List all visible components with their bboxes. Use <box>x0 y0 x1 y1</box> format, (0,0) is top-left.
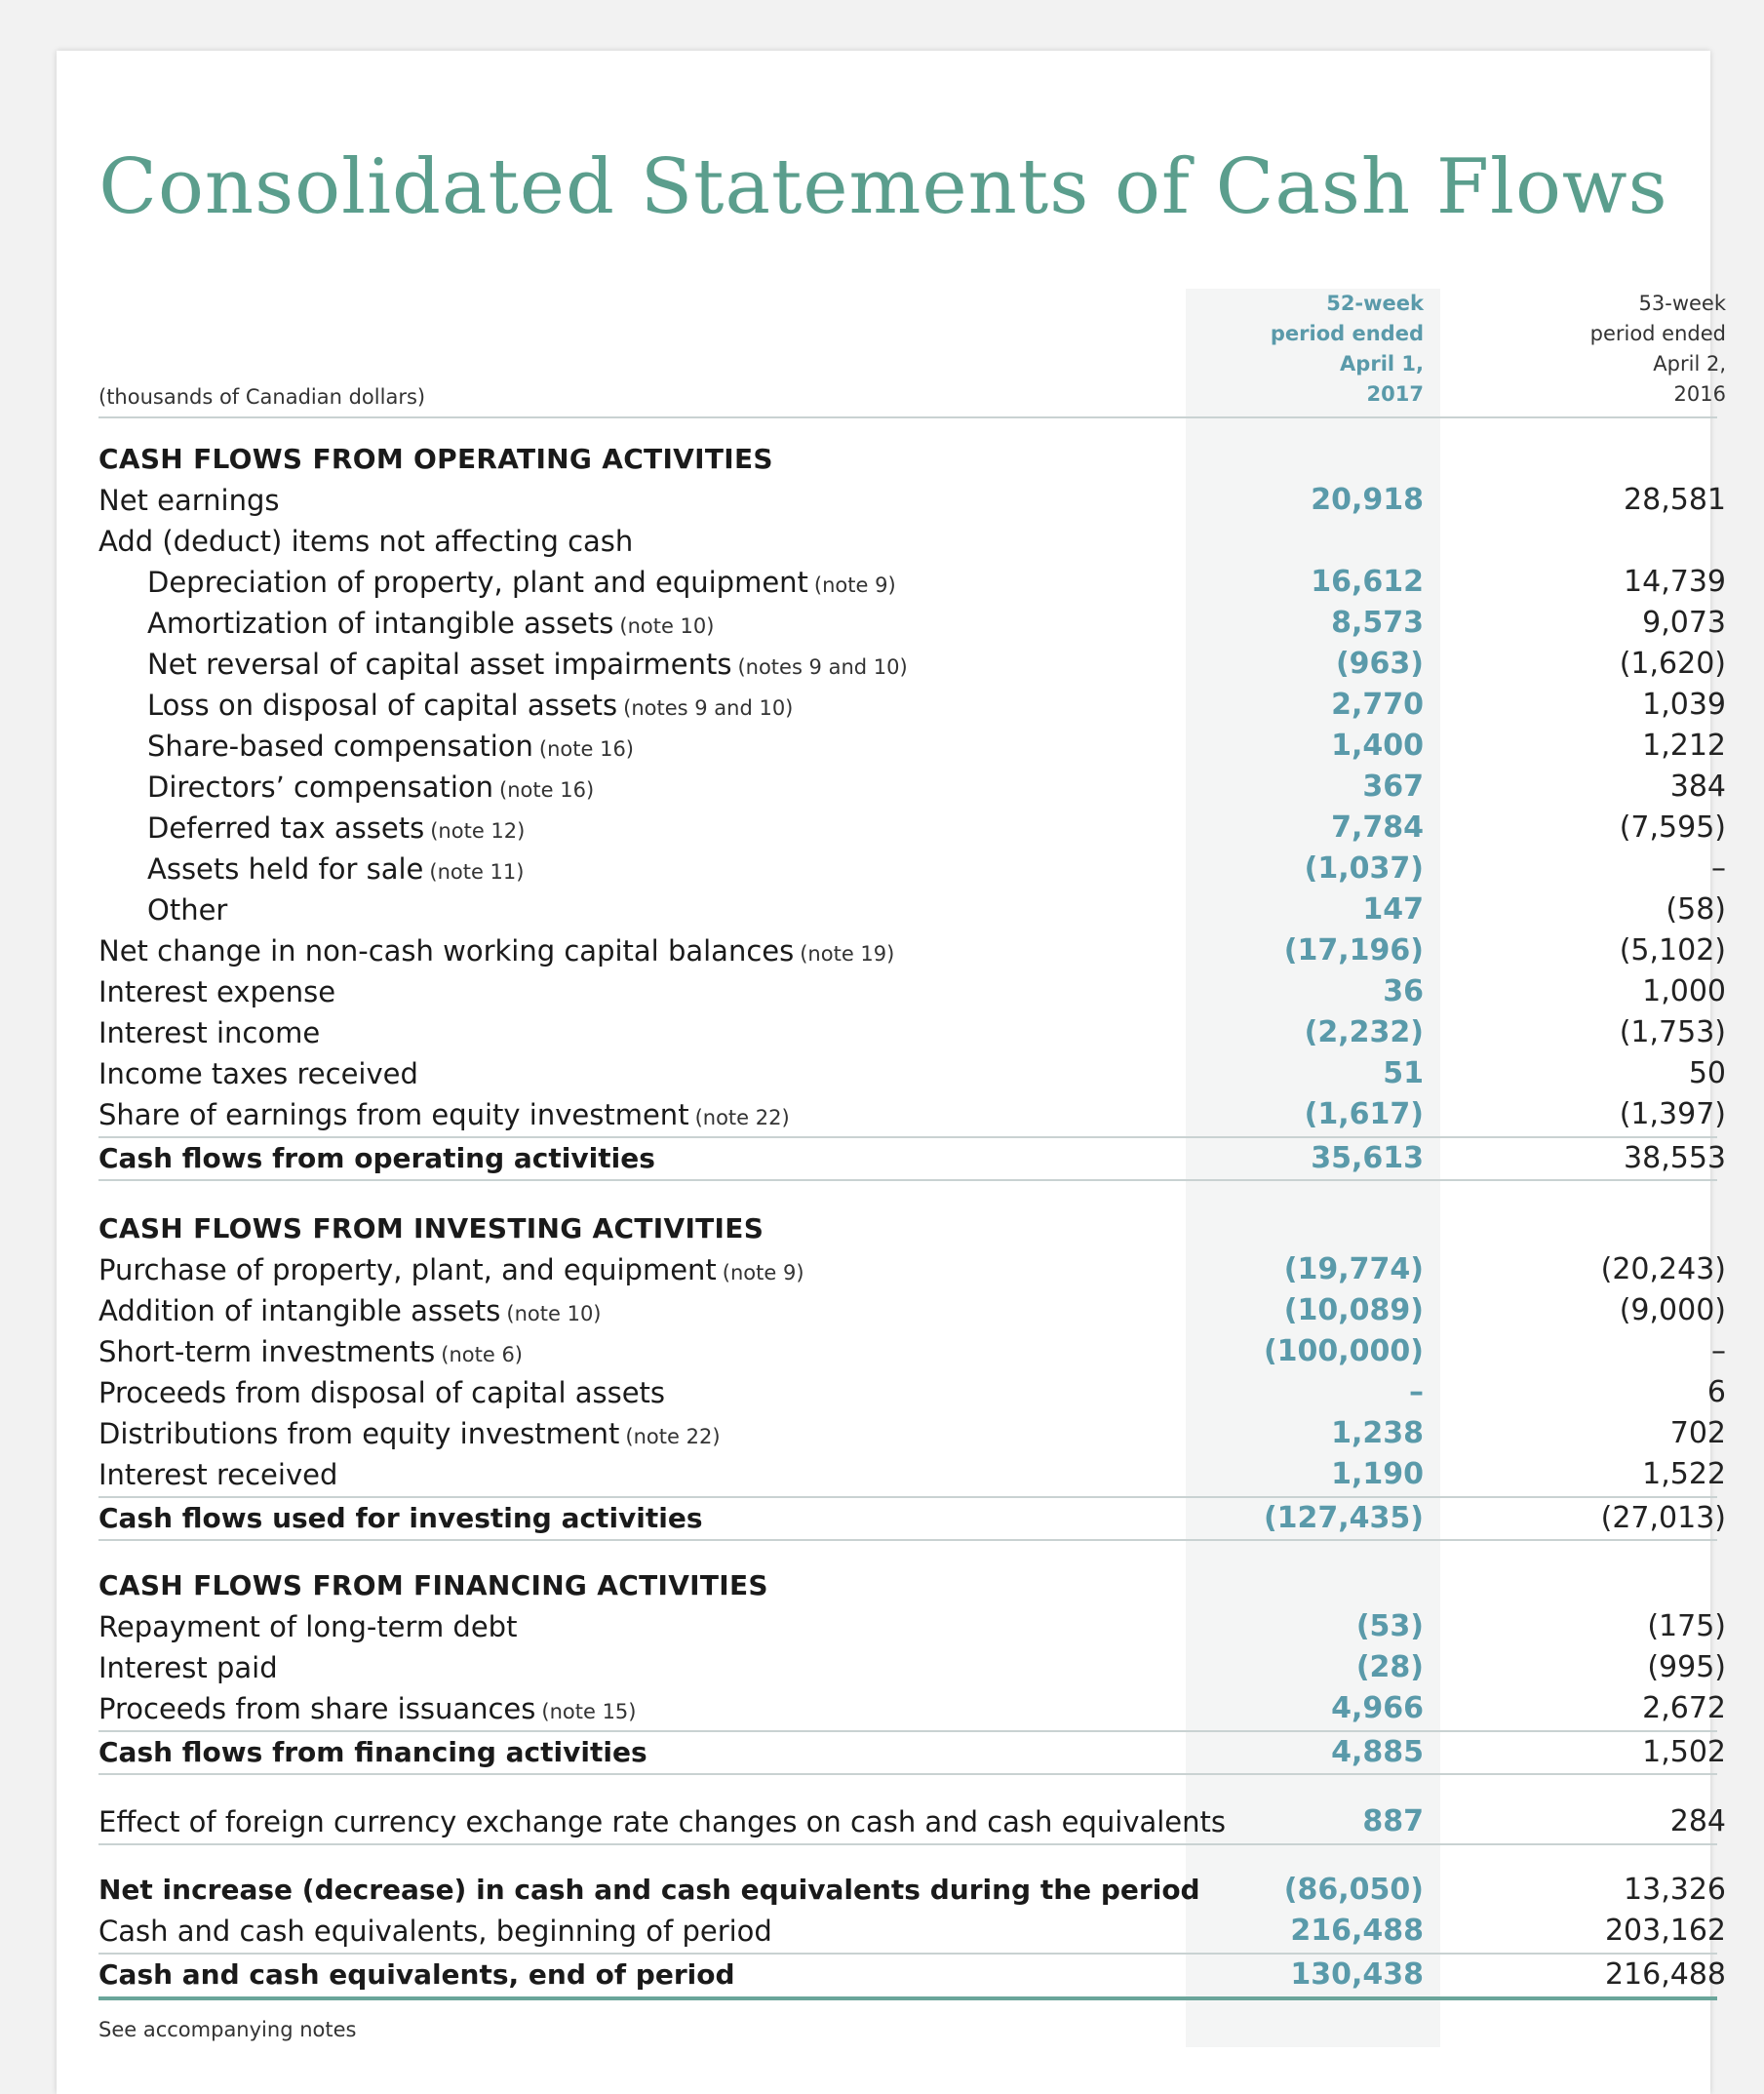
total-rule <box>98 1539 1717 1541</box>
table-row: Net reversal of capital asset impairments (notes 9 and 10) (963) (1,620) <box>147 647 1726 681</box>
net-change-row: Net increase (decrease) in cash and cash equivalents during the period (86,050) 13,326 <box>98 1873 1726 1907</box>
table-row: Interest paid (28) (995) <box>98 1650 1726 1684</box>
table-row: Interest expense 36 1,000 <box>98 974 1726 1008</box>
table-row: Purchase of property, plant, and equipment (note 9) (19,774) (20,243) <box>98 1252 1726 1286</box>
units-label: (thousands of Canadian dollars) <box>98 385 426 409</box>
ending-balance-row: Cash and cash equivalents, end of period 130,438 216,488 <box>98 1957 1726 1992</box>
table-row: Other 147 (58) <box>147 892 1726 927</box>
statement-page <box>57 51 1726 2094</box>
table-row: Income taxes received 51 50 <box>98 1056 1726 1090</box>
footnote: See accompanying notes <box>98 2018 357 2041</box>
table-row: Deferred tax assets (note 12) 7,784 (7,595) <box>147 810 1726 845</box>
fx-effect-row: Effect of foreign currency exchange rate changes on cash and cash equivalents 887 284 <box>98 1804 1726 1838</box>
beginning-balance-row: Cash and cash equivalents, beginning of period 216,488 203,162 <box>98 1914 1726 1948</box>
section-heading-investing: CASH FLOWS FROM INVESTING ACTIVITIES <box>98 1212 764 1245</box>
table-row: Repayment of long-term debt (53) (175) <box>98 1609 1726 1643</box>
table-row: Proceeds from disposal of capital assets – 6 <box>98 1375 1726 1409</box>
table-row: Interest income (2,232) (1,753) <box>98 1015 1726 1049</box>
table-row: Net earnings 20,918 28,581 <box>98 483 1726 517</box>
section-heading-operating: CASH FLOWS FROM OPERATING ACTIVITIES <box>98 443 773 475</box>
table-row: Depreciation of property, plant and equipment (note 9) 16,612 14,739 <box>147 565 1726 599</box>
table-row: Loss on disposal of capital assets (notes 9 and 10) 2,770 1,039 <box>147 688 1726 722</box>
header-divider <box>98 416 1717 418</box>
section-heading-financing: CASH FLOWS FROM FINANCING ACTIVITIES <box>98 1569 768 1601</box>
final-total-rule <box>98 1996 1717 2000</box>
table-row: Interest received 1,190 1,522 <box>98 1457 1726 1491</box>
table-row: Distributions from equity investment (note 22) 1,238 702 <box>98 1416 1726 1450</box>
page-title: Consolidated Statements of Cash Flows <box>98 143 1668 231</box>
table-row: Net change in non-cash working capital balances (note 19) (17,196) (5,102) <box>98 933 1726 968</box>
column-header-2016: 53-week period ended April 2, 2016 <box>1589 292 1726 406</box>
table-row: Amortization of intangible assets (note 10) 8,573 9,073 <box>147 606 1726 640</box>
table-row: Directors’ compensation (note 16) 367 384 <box>147 770 1726 804</box>
total-row-operating: Cash flows from operating activities 35,613 38,553 <box>98 1141 1726 1175</box>
divider-rule <box>98 1843 1717 1845</box>
table-row: Share-based compensation (note 16) 1,400 1,212 <box>147 729 1726 763</box>
total-rule <box>98 1179 1717 1181</box>
table-row: Addition of intangible assets (note 10) (10,089) (9,000) <box>98 1293 1726 1327</box>
total-row-financing: Cash flows from financing activities 4,885 1,502 <box>98 1735 1726 1769</box>
total-row-investing: Cash flows used for investing activities (127,435) (27,013) <box>98 1501 1726 1535</box>
column-header-2017: 52-week period ended April 1, 2017 <box>1270 292 1424 406</box>
table-row: Short-term investments (note 6) (100,000) – <box>98 1334 1726 1368</box>
table-row: Assets held for sale (note 11) (1,037) – <box>147 851 1726 886</box>
table-row: Add (deduct) items not affecting cash <box>98 525 634 558</box>
table-row: Proceeds from share issuances (note 15) 4,966 2,672 <box>98 1691 1726 1725</box>
total-rule <box>98 1773 1717 1775</box>
table-row: Share of earnings from equity investment (note 22) (1,617) (1,397) <box>98 1097 1726 1131</box>
